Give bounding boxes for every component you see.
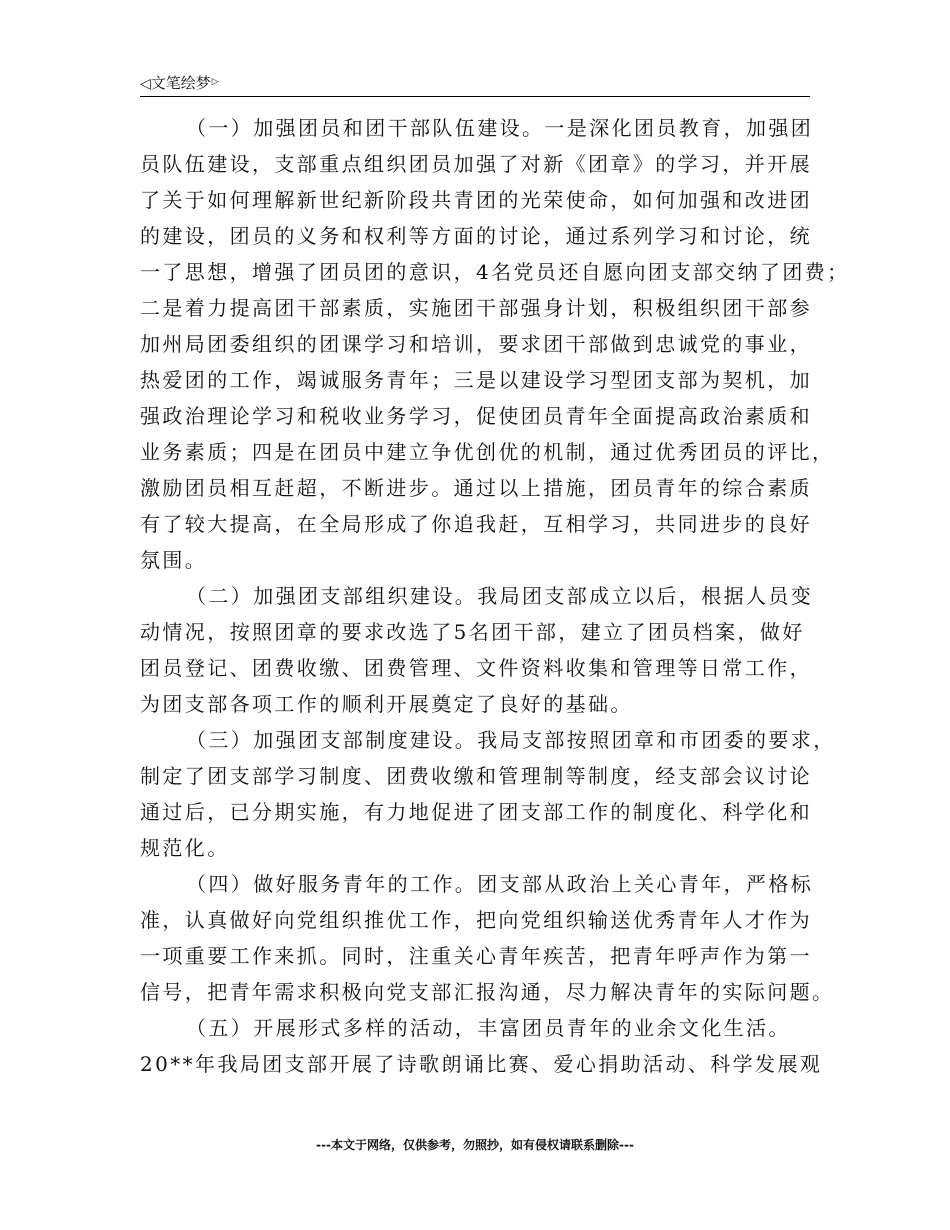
text-line: 了关于如何理解新世纪新阶段共青团的光荣使命，如何加强和改进团 <box>140 188 812 212</box>
text-line: 强政治理论学习和税收业务学习，促使团员青年全面提高政治素质和 <box>140 404 812 428</box>
text-line: 的建设，团员的义务和权利等方面的讨论，通过系列学习和讨论，统 <box>140 224 812 248</box>
document-body <box>140 110 850 1082</box>
text-line: 激励团员相互赶超，不断进步。通过以上措施，团员青年的综合素质 <box>140 476 812 500</box>
text-line: 为团支部各项工作的顺利开展奠定了良好的基础。 <box>140 692 633 716</box>
text-line: 一了思想，增强了团员团的意识，4名党员还自愿向团支部交纳了团费； <box>140 260 850 284</box>
text-line: 有了较大提高，在全局形成了你追我赶，互相学习，共同进步的良好 <box>140 512 812 536</box>
text-line: 一项重要工作来抓。同时，注重关心青年疾苦，把青年呼声作为第一 <box>140 944 812 968</box>
text-line: 氛围。 <box>140 548 208 572</box>
text-line: 团员登记、团费收缴、团费管理、文件资料收集和管理等日常工作， <box>140 656 812 680</box>
left-triangle-icon: ◁ <box>140 76 151 92</box>
text-line: 准，认真做好向党组织推优工作，把向党组织输送优秀青年人才作为 <box>140 908 812 932</box>
text-line: 规范化。 <box>140 836 230 860</box>
text-line: （五）开展形式多样的活动，丰富团员青年的业余文化生活。 <box>186 1016 791 1040</box>
right-triangle-icon: ▷ <box>211 77 219 87</box>
text-line: （二）加强团支部组织建设。我局团支部成立以后，根据人员变 <box>186 584 814 608</box>
text-line: 信号，把青年需求积极向党支部汇报沟通，尽力解决青年的实际问题。 <box>140 980 835 1004</box>
text-line: （四）做好服务青年的工作。团支部从政治上关心青年，严格标 <box>186 872 814 896</box>
text-line: （一）加强团员和团干部队伍建设。一是深化团员教育，加强团 <box>186 116 814 140</box>
text-line: 加州局团委组织的团课学习和培训，要求团干部做到忠诚党的事业， <box>140 332 812 356</box>
page-header <box>140 72 810 97</box>
text-line: 20**年我局团支部开展了诗歌朗诵比赛、爱心捐助活动、科学发展观 <box>140 1052 823 1076</box>
text-line: 业务素质；四是在团员中建立争优创优的机制，通过优秀团员的评比， <box>140 440 835 464</box>
text-line: 二是着力提高团干部素质，实施团干部强身计划，积极组织团干部参 <box>140 296 812 320</box>
page-footer-disclaimer: ---本文于网络，仅供参考，勿照抄，如有侵权请联系删除--- <box>316 1138 634 1152</box>
text-line: 制定了团支部学习制度、团费收缴和管理制等制度，经支部会议讨论 <box>140 764 812 788</box>
text-line: （三）加强团支部制度建设。我局支部按照团章和市团委的要求， <box>186 728 836 752</box>
text-line: 员队伍建设，支部重点组织团员加强了对新《团章》的学习，并开展 <box>140 152 812 176</box>
text-line: 通过后，已分期实施，有力地促进了团支部工作的制度化、科学化和 <box>140 800 812 824</box>
text-line: 热爱团的工作，竭诚服务青年；三是以建设学习型团支部为契机，加 <box>140 368 812 392</box>
header-title: 文笔绘梦 <box>150 74 211 92</box>
text-line: 动情况，按照团章的要求改选了5名团干部，建立了团员档案，做好 <box>140 620 805 644</box>
